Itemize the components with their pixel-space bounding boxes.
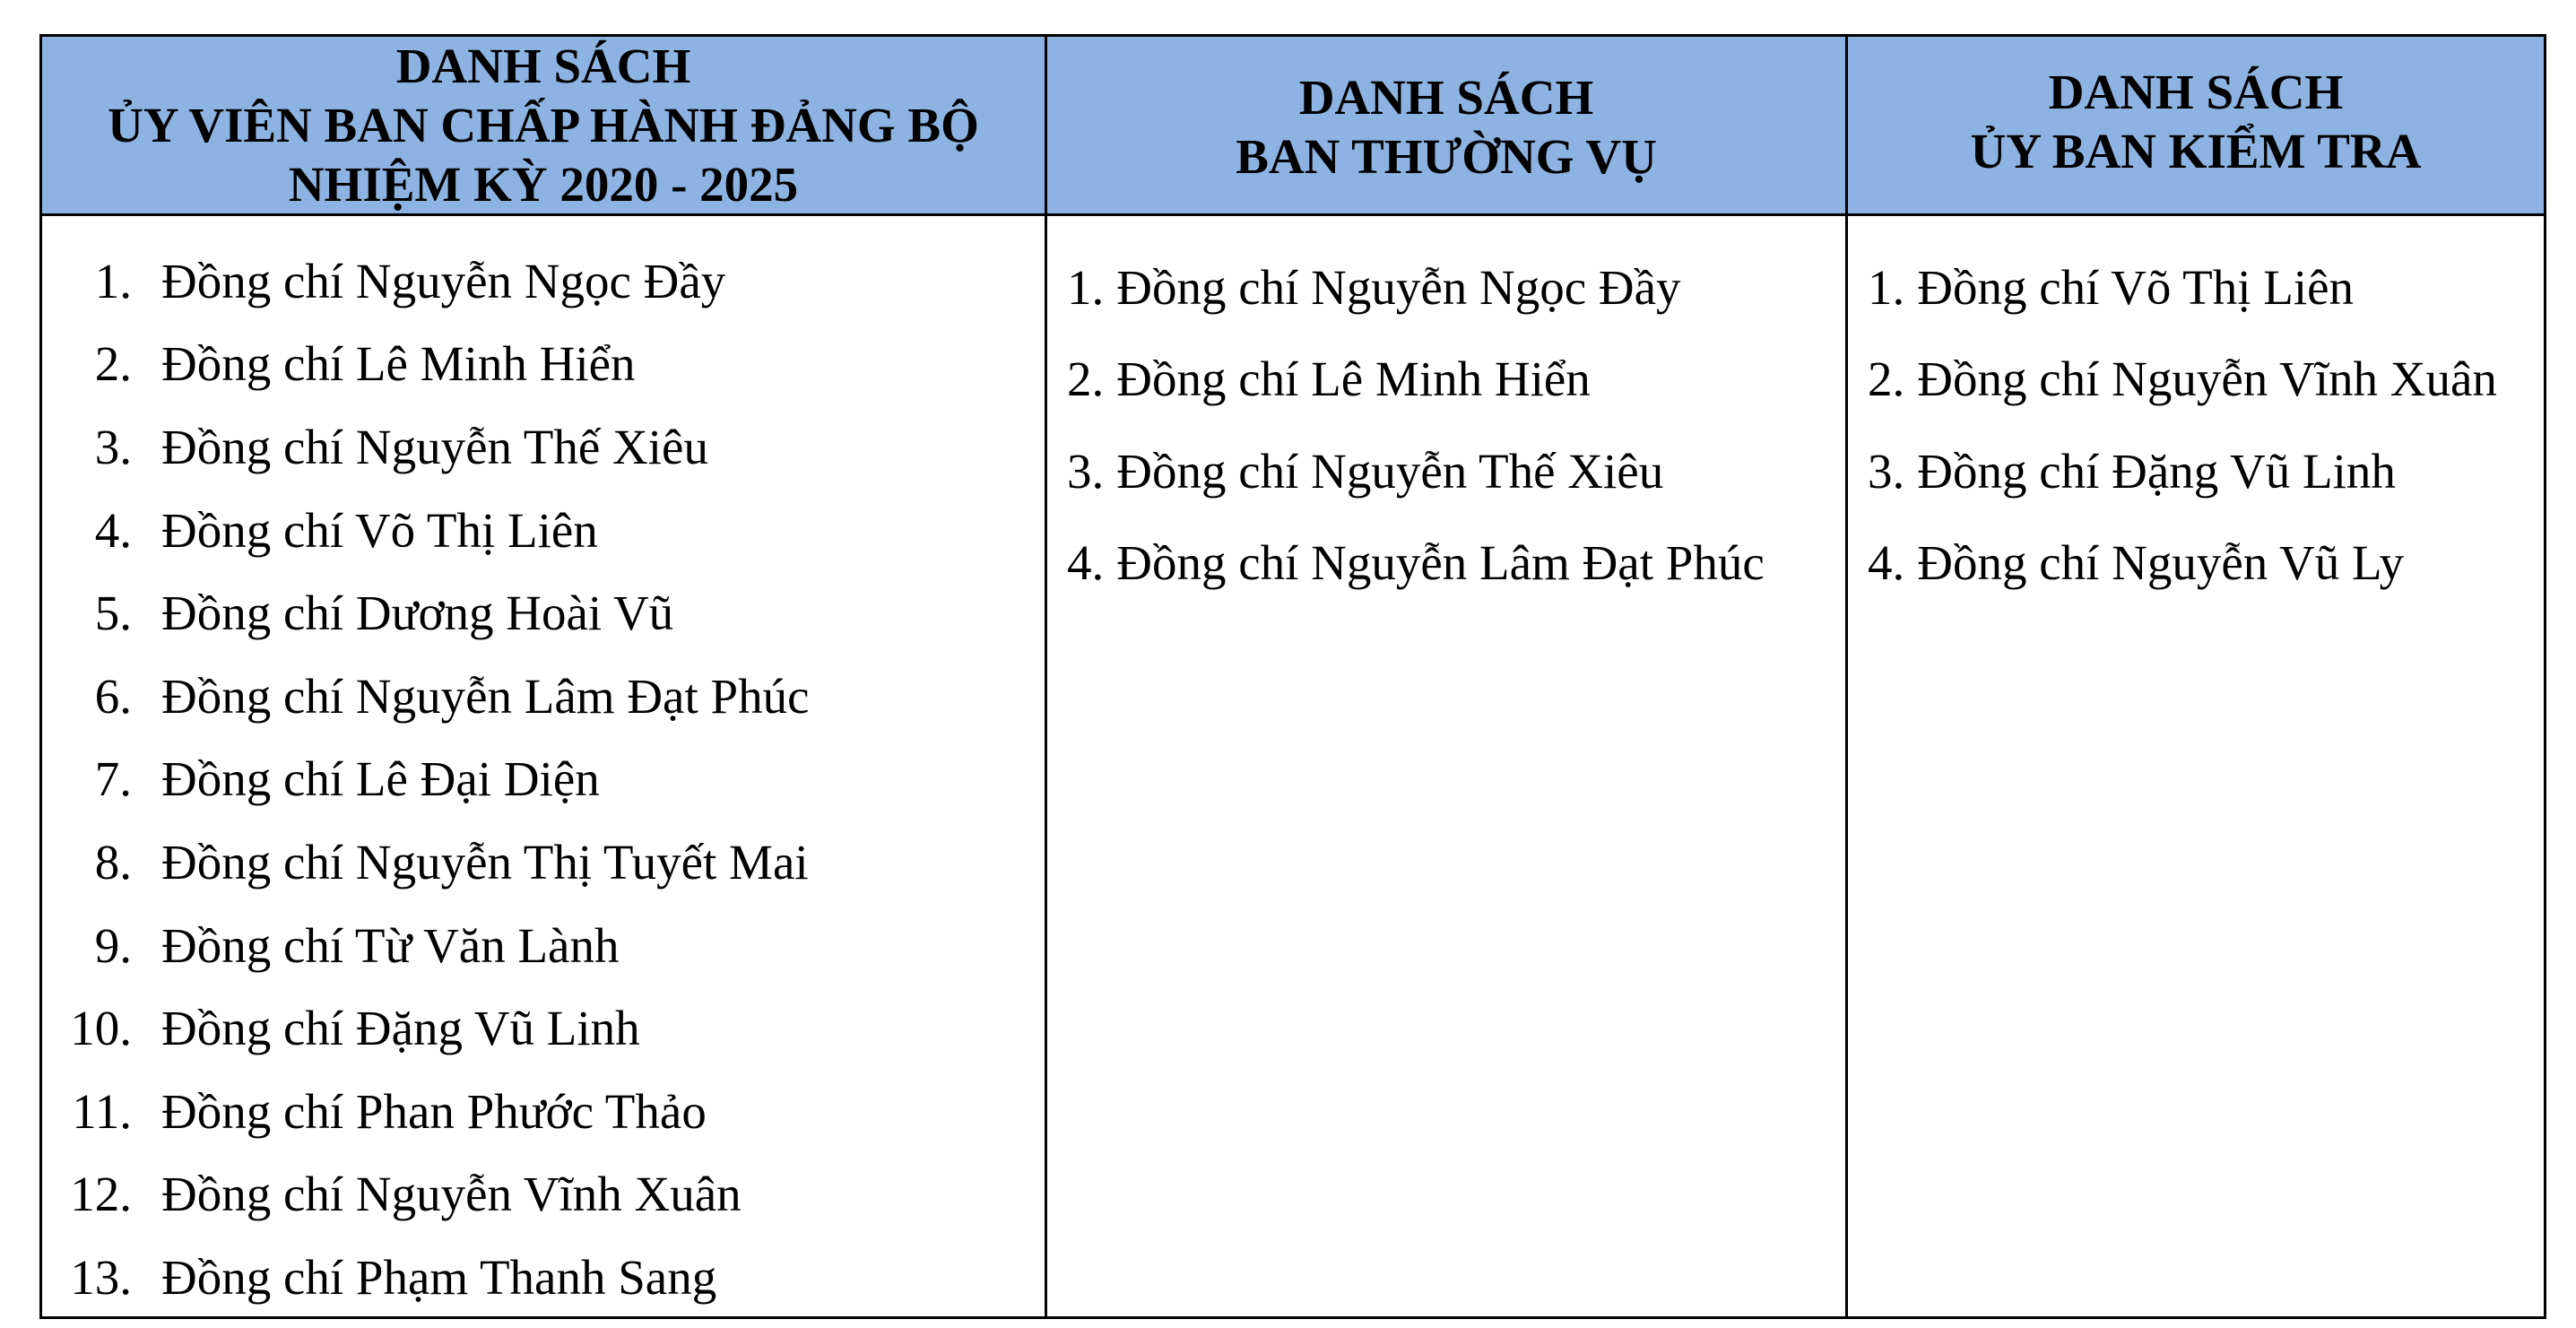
item-number: 2. — [94, 336, 132, 392]
list-item — [42, 239, 1045, 323]
member-name: Đồng chí Nguyễn Vĩnh Xuân — [1917, 352, 2497, 407]
list-item — [1067, 517, 1845, 610]
list-item — [42, 738, 1045, 821]
item-number: 4. — [1868, 535, 1905, 591]
item-number: 3. — [1067, 443, 1105, 499]
item-number: 3. — [94, 419, 132, 474]
member-name: Đồng chí Phạm Thanh Sang — [161, 1249, 717, 1305]
executive-committee-cell — [42, 216, 1047, 1319]
member-name: Đồng chí Nguyễn Thế Xiêu — [1116, 443, 1664, 499]
list-item — [42, 323, 1045, 406]
item-number: 6. — [94, 668, 132, 724]
standing-committee-cell — [1047, 216, 1848, 1319]
member-name: Đồng chí Lê Đại Diện — [161, 751, 600, 807]
list-item — [42, 986, 1045, 1070]
member-name: Đồng chí Nguyễn Vũ Ly — [1917, 535, 2405, 591]
list-item — [42, 405, 1045, 489]
item-number: 5. — [94, 586, 132, 641]
item-number: 1. — [1067, 259, 1105, 315]
standing-committee-list — [1047, 216, 1845, 609]
member-name: Đồng chí Nguyễn Lâm Đạt Phúc — [161, 668, 810, 724]
header-executive-committee — [42, 37, 1047, 216]
header-line: NHIỆM KỲ 2020 - 2025 — [288, 156, 799, 212]
item-number: 3. — [1868, 443, 1905, 499]
list-item — [42, 1070, 1045, 1153]
executive-committee-list — [42, 216, 1045, 1319]
list-item — [42, 489, 1045, 572]
item-number: 4. — [1067, 535, 1105, 591]
member-name: Đồng chí Nguyễn Ngọc Đầy — [161, 253, 726, 308]
member-lists-table — [39, 34, 2546, 1319]
item-number: 4. — [94, 502, 132, 558]
member-name: Đồng chí Lê Minh Hiển — [161, 336, 636, 392]
member-name: Đồng chí Nguyễn Thị Tuyết Mai — [161, 834, 809, 890]
inspection-committee-list — [1848, 216, 2544, 609]
item-number: 1. — [1868, 259, 1905, 315]
list-item — [1067, 334, 1845, 426]
header-inspection-committee — [1848, 37, 2544, 216]
list-item — [1067, 241, 1845, 334]
inspection-committee-cell — [1848, 216, 2544, 1319]
header-line: DANH SÁCH — [2048, 64, 2344, 119]
item-number: 12. — [70, 1167, 132, 1222]
list-item — [1868, 517, 2544, 610]
list-item — [1868, 241, 2544, 334]
member-name: Đồng chí Nguyễn Lâm Đạt Phúc — [1116, 535, 1765, 591]
item-number: 2. — [1067, 352, 1105, 407]
list-item — [42, 1153, 1045, 1237]
member-name: Đồng chí Võ Thị Liên — [1917, 259, 2355, 315]
item-number: 10. — [70, 1001, 132, 1056]
list-item — [1868, 334, 2544, 426]
list-item — [42, 1236, 1045, 1319]
member-name: Đồng chí Phan Phước Thảo — [161, 1083, 707, 1139]
item-number: 11. — [72, 1083, 132, 1139]
member-name: Đồng chí Nguyễn Thế Xiêu — [161, 419, 708, 474]
member-name: Đồng chí Nguyễn Vĩnh Xuân — [161, 1167, 742, 1222]
item-number: 2. — [1868, 352, 1905, 407]
header-standing-committee — [1047, 37, 1848, 216]
member-name: Đồng chí Dương Hoài Vũ — [161, 586, 674, 641]
list-item — [1868, 425, 2544, 517]
member-name: Đồng chí Nguyễn Ngọc Đầy — [1116, 259, 1681, 315]
item-number: 9. — [94, 917, 132, 973]
header-line: ỦY VIÊN BAN CHẤP HÀNH ĐẢNG BỘ — [108, 97, 979, 152]
member-name: Đồng chí Từ Văn Lành — [161, 917, 620, 973]
member-name: Đồng chí Đặng Vũ Linh — [1917, 443, 2396, 499]
list-item — [42, 820, 1045, 904]
header-line: BAN THƯỜNG VỤ — [1236, 128, 1657, 184]
member-name: Đồng chí Đặng Vũ Linh — [161, 1001, 640, 1056]
header-line: DANH SÁCH — [395, 38, 691, 93]
list-item — [42, 904, 1045, 987]
item-number: 1. — [94, 253, 132, 308]
list-item — [1067, 425, 1845, 517]
list-item — [42, 571, 1045, 655]
member-name: Đồng chí Võ Thị Liên — [161, 502, 598, 558]
member-name: Đồng chí Lê Minh Hiển — [1116, 352, 1591, 407]
item-number: 13. — [70, 1249, 132, 1305]
header-line: DANH SÁCH — [1298, 69, 1594, 125]
item-number: 8. — [94, 834, 132, 890]
item-number: 7. — [94, 751, 132, 807]
list-item — [42, 655, 1045, 738]
header-line: ỦY BAN KIỂM TRA — [1970, 123, 2422, 178]
